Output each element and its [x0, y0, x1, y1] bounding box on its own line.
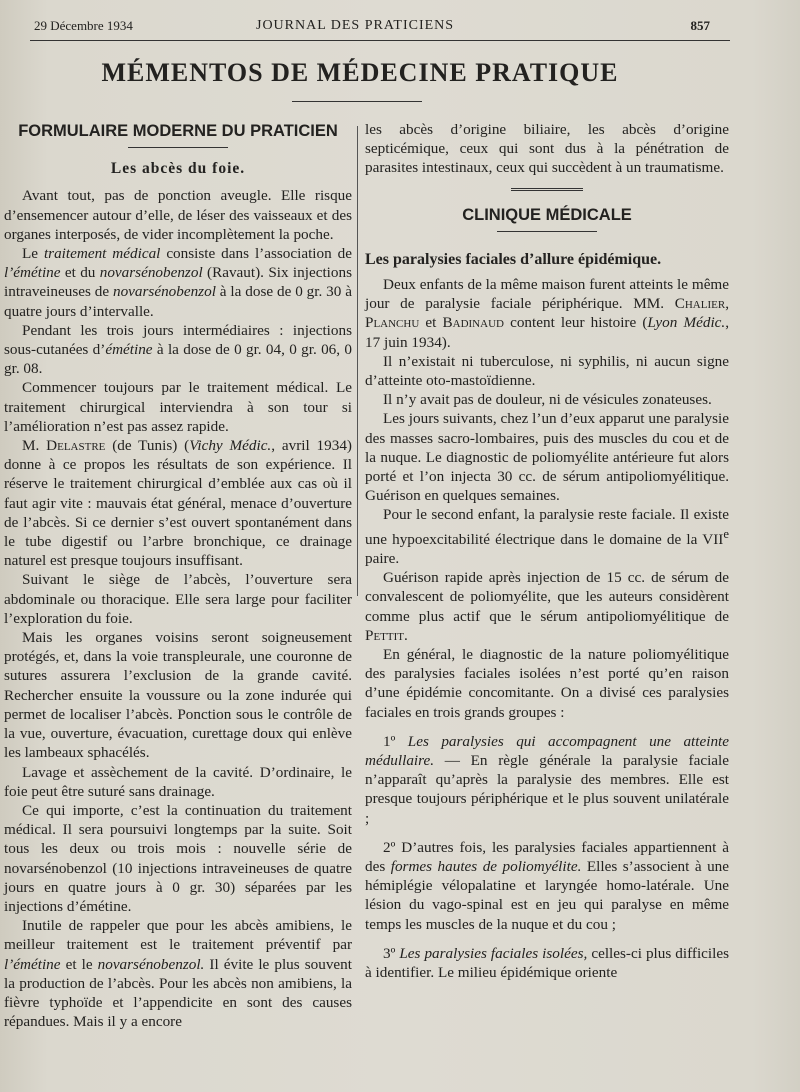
list-item: 1º Les paralysies qui accompagnent une atteinte médullaire. — En règle générale la paralysie faciale n’apparaît qu’après la paralysie des membres. Elle est presque toujours périphérique et le plus souvent unilatérale ; — [365, 732, 729, 827]
paragraph: Guérison rapide après injection de 15 cc. de sérum de convalescent de poliomyélite, que les auteurs considèrent comme plus actif que le sérum antipoliomyélitique de Pettit. — [365, 569, 729, 644]
section-title-formulaire: FORMULAIRE MODERNE DU PRATICIEN — [18, 122, 338, 140]
paragraph: Il n’existait ni tuberculose, ni syphilis, ni aucun signe d’atteinte oto-mastoïdienne. — [365, 352, 729, 390]
title-rule — [292, 101, 422, 102]
journal-name: JOURNAL DES PRATICIENS — [256, 18, 455, 33]
paragraph: Lavage et assèchement de la cavité. D’ordinaire, le foie peut être suturé sans drainage. — [4, 763, 352, 800]
list-item: 3º Les paralysies faciales isolées, celles-ci plus difficiles à identifier. Le milieu épidémique oriente — [365, 944, 729, 981]
paragraph: Les jours suivants, chez l’un d’eux apparut une paralysie des masses sacro-lombaires, puis des muscles du cou et de la nuque. Le diagnostic de poliomyélite antérieure fut alors porté et l’on injecta 30 cc. de sérum antipoliomyélitique. Guérison en quelques semaines. — [365, 410, 729, 505]
column-divider — [357, 126, 358, 596]
right-column — [365, 120, 729, 982]
running-head — [34, 18, 710, 38]
header-rule — [30, 40, 730, 41]
paragraph: Commencer toujours par le traitement médical. Le traitement chirurgical interviendra à son tour si l’amélioration n’est pas assez rapide. — [4, 379, 352, 435]
issue-date: 29 Décembre 1934 — [34, 18, 133, 33]
paragraph: Le traitement médical consiste dans l’association de l’émétine et du novarsénobenzol (Ravaut). Six injections intraveineuses de novarsénobenzol à la dose de 0 gr. 30 à quatre jours d’intervalle. — [4, 245, 352, 320]
left-column — [4, 120, 352, 1031]
page-title: MÉMENTOS DE MÉDECINE PRATIQUE — [101, 58, 619, 87]
section-separator — [511, 188, 583, 192]
paragraph: Pendant les trois jours intermédiaires : injections sous-cutanées d’émétine à la dose de 0 gr. 04, 0 gr. 06, 0 gr. 08. — [4, 321, 352, 378]
paragraph: Avant tout, pas de ponction aveugle. Elle risque d’ensemencer autour d’elle, de léser des vaisseaux et des organes interposés, de vider incomplètement la poche. — [4, 187, 352, 243]
paragraph: Pour le second enfant, la paralysie reste faciale. Il existe une hypoexcitabilité électrique dans le domaine de la VIIe paire. — [365, 506, 729, 567]
list-item: 2º D’autres fois, les paralysies faciales appartiennent à des formes hautes de poliomyélite. Elles s’associent à une hémiplégie vélopalatine et laryngée homo-latérale. Une lésion du vago-spinal est en jeu qui paralyse en même temps les muscles de la nuque et du cou ; — [365, 838, 729, 933]
paragraph: Mais les organes voisins seront soigneusement protégés, et, dans la voie transpleurale, une couronne de sutures assurera l’exclusion de la grande cavité. Rechercher ensuite la voussure ou la zone indurée qui permet de localiser l’abcès. Ponction sous le contrôle de la vue, ouverture, évacuation, curettage doux qui enlève les lambeaux sphacélés. — [4, 629, 352, 762]
paragraph: Ce qui importe, c’est la continuation du traitement médical. Il sera poursuivi longtemps par la suite. Soit tous les deux ou trois mois : nouvelle série de novarsénobenzol (10 injections intraveineuses de quatre jours en quatre jours à 0 gr. 30) séparées par les injections d’émétine. — [4, 801, 352, 915]
paragraph: Inutile de rappeler que pour les abcès amibiens, le meilleur traitement est le traitement préventif par l’émétine et le novarsénobenzol. Il évite le plus souvent la production de l’abcès. Pour les abcès non amibiens, la fièvre typhoïde et l’appendicite en sont des causes répandues. Mais il y a encore — [4, 917, 352, 1031]
section-rule — [497, 231, 597, 232]
paragraph-continuation: les abcès d’origine biliaire, les abcès d’origine septicémique, ceux qui sont dus à la pénétration de parasites intestinaux, ceux qui succèdent à un traumatisme. — [365, 121, 729, 177]
paragraph: Suivant le siège de l’abcès, l’ouverture sera abdominale ou thoracique. Elle sera large pour faciliter l’exploration du foie. — [4, 571, 352, 627]
section-title-clinique: CLINIQUE MÉDICALE — [462, 205, 632, 224]
article-title-paralysies: Les paralysies faciales d’allure épidémique. — [365, 250, 662, 268]
paragraph: En général, le diagnostic de la nature poliomyélitique des paralysies faciales isolées n’est porté qu’en raison d’une épidémie concomitante. On a divisé ces paralysies faciales en trois grands groupes : — [365, 645, 729, 721]
paragraph: Il n’y avait pas de douleur, ni de vésicules zonateuses. — [383, 391, 712, 409]
paragraph: M. Delastre (de Tunis) (Vichy Médic., avril 1934) donne à ce propos les résultats de son expérience. Il réserve le traitement chirurgical d’emblée aux cas où il faut agir vite : mauvais état général, menace d’ouverture de l’abcès. Si ce dernier s’est ouvert spontanément dans le tube digestif ou l’arbre bronchique, ce drainage naturel est presque toujours insuffisant. — [4, 437, 352, 570]
section-rule — [128, 147, 228, 148]
page-number: 857 — [690, 18, 710, 33]
article-title-abces: Les abcès du foie. — [110, 160, 246, 178]
paragraph: Deux enfants de la même maison furent atteints le même jour de paralysie faciale périphérique. MM. Chalier, Planchu et Badinaud content leur histoire (Lyon Médic., 17 juin 1934). — [365, 276, 729, 351]
